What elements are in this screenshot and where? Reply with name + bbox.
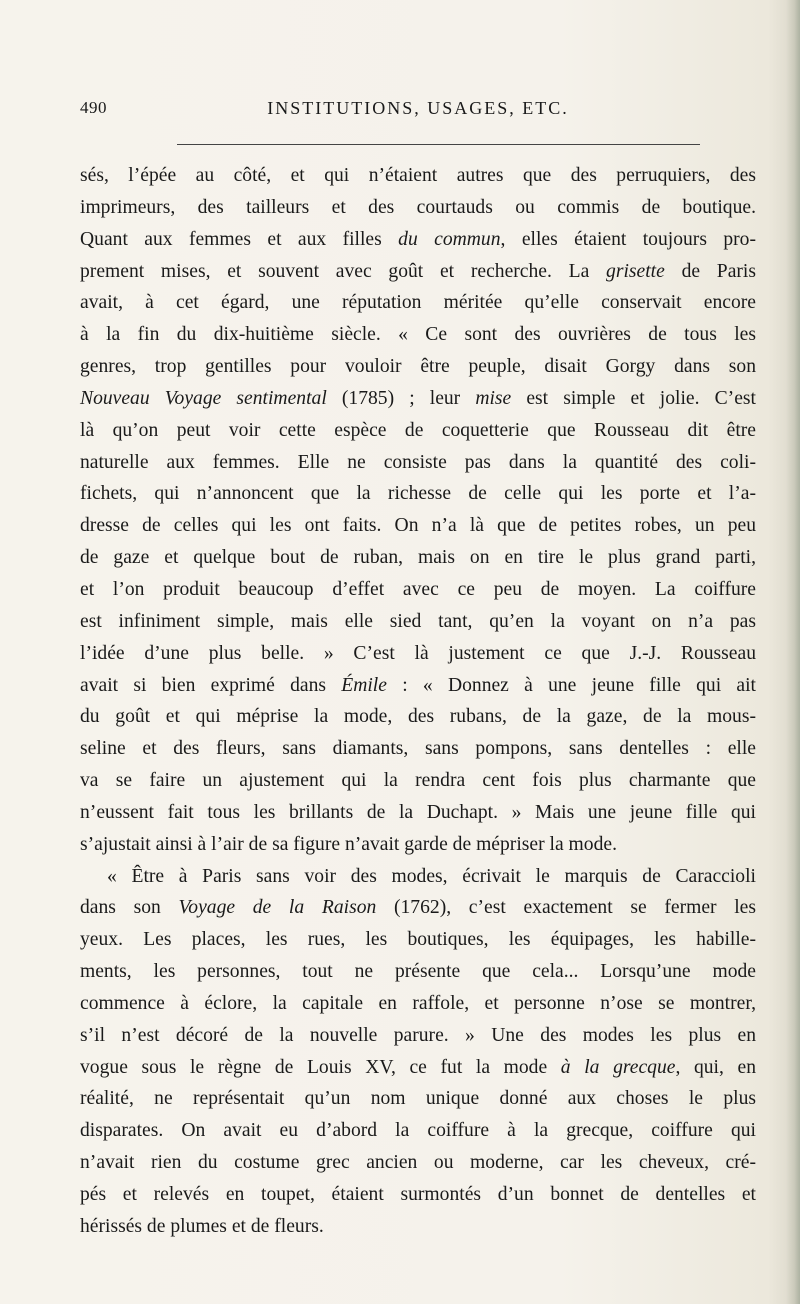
text-line: [80, 765, 756, 797]
text-line: [80, 1083, 756, 1115]
text-run: réalité, ne représentait qu’un nom unique donné aux choses le plus: [80, 1088, 756, 1110]
text-line: [80, 638, 756, 670]
italic-text: du commun: [398, 228, 501, 250]
text-run: , elles étaient toujours pro-: [500, 228, 756, 250]
text-line: [80, 224, 756, 256]
text-run: est infiniment simple, mais elle sied tant, qu’en la voyant on n’a pas: [80, 610, 756, 632]
text-run: s’ajustait ainsi à l’air de sa figure n’avait garde de mépriser la mode.: [80, 833, 617, 855]
text-line: [80, 351, 756, 383]
italic-text: grisette: [606, 260, 665, 282]
text-run: n’avait rien du costume grec ancien ou moderne, car les cheveux, cré-: [80, 1152, 756, 1174]
text-line: [80, 892, 756, 924]
text-run: de gaze et quelque bout de ruban, mais on en tire le plus grand parti,: [80, 547, 756, 569]
text-run: là qu’on peut voir cette espèce de coquetterie que Rousseau dit être: [80, 419, 756, 441]
text-run: commence à éclore, la capitale en raffole, et personne n’ose se montrer,: [80, 992, 756, 1014]
text-run: dresse de celles qui les ont faits. On n’a là que de petites robes, un peu: [80, 515, 756, 537]
text-run: yeux. Les places, les rues, les boutiques, les équipages, les habille-: [80, 929, 756, 951]
text-line: [80, 1020, 756, 1052]
text-run: naturelle aux femmes. Elle ne consiste pas dans la quantité des coli-: [80, 451, 756, 473]
italic-text: mise: [475, 387, 512, 409]
text-line: [80, 733, 756, 765]
text-run: pés et relevés en toupet, étaient surmontés d’un bonnet de dentelles et: [80, 1184, 756, 1205]
text-run: ments, les personnes, tout ne présente que cela... Lorsqu’une mode: [80, 961, 756, 983]
text-run: sés, l’épée au côté, et qui n’étaient autres que des perruquiers, des: [80, 165, 756, 186]
text-run: et l’on produit beaucoup d’effet avec ce peu de moyen. La coiffure: [80, 578, 756, 600]
page-header: [80, 98, 756, 126]
text-run: du goût et qui méprise la mode, des rubans, de la gaze, de la mous-: [80, 706, 756, 728]
text-run: disparates. On avait eu d’abord la coiffure à la grecque, coiffure qui: [80, 1120, 756, 1142]
text-run: (1785) ; leur: [326, 387, 476, 409]
text-run: (1762), c’est exactement se fermer les: [376, 897, 756, 919]
text-line: [80, 1179, 756, 1211]
text-run: « Être à Paris sans voir des modes, écrivait le marquis de Caraccioli: [107, 865, 756, 887]
page-number: 490: [80, 98, 107, 117]
text-line: [80, 701, 756, 733]
text-run: de Paris: [664, 260, 756, 282]
text-line: [80, 415, 756, 447]
text-line: [80, 829, 756, 861]
text-run: s’il n’est décoré de la nouvelle parure. » Une des modes les plus en: [80, 1024, 756, 1046]
text-line: [80, 861, 756, 893]
text-line: [80, 447, 756, 479]
text-run: prement mises, et souvent avec goût et recherche. La: [80, 260, 607, 282]
text-run: Quant aux femmes et aux filles: [80, 228, 399, 250]
text-run: genres, trop gentilles pour vouloir être peuple, disait Gorgy dans son: [80, 356, 756, 378]
text-line: [80, 956, 756, 988]
text-line: [80, 256, 756, 288]
text-line: [80, 574, 756, 606]
text-run: dans son: [80, 897, 179, 919]
text-line: [80, 192, 756, 224]
text-line: [80, 670, 756, 702]
text-run: imprimeurs, des tailleurs et des courtauds ou commis de boutique.: [80, 196, 756, 218]
header-rule: [177, 144, 700, 145]
text-line: [80, 988, 756, 1020]
italic-text: Émile: [341, 674, 387, 696]
text-run: hérissés de plumes et de fleurs.: [80, 1215, 324, 1237]
text-run: seline et des fleurs, sans diamants, sans pompons, sans dentelles : elle: [80, 738, 756, 760]
text-line: [80, 924, 756, 956]
text-line: [80, 383, 756, 415]
text-line: [80, 1052, 756, 1084]
body-text: [80, 160, 756, 1243]
text-run: , qui, en: [675, 1056, 757, 1078]
text-line: [80, 1147, 756, 1179]
text-run: fichets, qui n’annoncent que la richesse de celle qui les porte et l’a-: [80, 483, 756, 505]
italic-text: Nouveau Voyage sentimental: [80, 387, 327, 409]
text-run: avait, à cet égard, une réputation méritée qu’elle conservait encore: [80, 292, 756, 314]
text-run: avait si bien exprimé dans: [80, 674, 342, 696]
text-run: est simple et jolie. C’est: [511, 387, 756, 409]
text-run: l’idée d’une plus belle. » C’est là justement ce que J.-J. Rousseau: [80, 642, 756, 664]
text-line: [80, 542, 756, 574]
running-title: INSTITUTIONS, USAGES, ETC.: [267, 98, 569, 118]
text-line: [80, 1115, 756, 1147]
text-run: vogue sous le règne de Louis XV, ce fut la mode: [80, 1056, 561, 1078]
text-line: [80, 287, 756, 319]
text-line: [80, 478, 756, 510]
italic-text: à la grecque: [560, 1056, 676, 1078]
text-line: [80, 319, 756, 351]
text-line: [80, 606, 756, 638]
text-run: n’eussent fait tous les brillants de la Duchapt. » Mais une jeune fille qui: [80, 801, 756, 823]
text-run: va se faire un ajustement qui la rendra cent fois plus charmante que: [80, 770, 756, 792]
page-edge-shadow: [786, 0, 800, 1304]
text-line: [80, 160, 756, 192]
text-run: : « Donnez à une jeune fille qui ait: [386, 674, 756, 696]
text-run: à la fin du dix-huitième siècle. « Ce sont des ouvrières de tous les: [80, 324, 756, 346]
text-line: [80, 1211, 756, 1243]
text-line: [80, 510, 756, 542]
italic-text: Voyage de la Raison: [178, 897, 377, 919]
text-line: [80, 797, 756, 829]
